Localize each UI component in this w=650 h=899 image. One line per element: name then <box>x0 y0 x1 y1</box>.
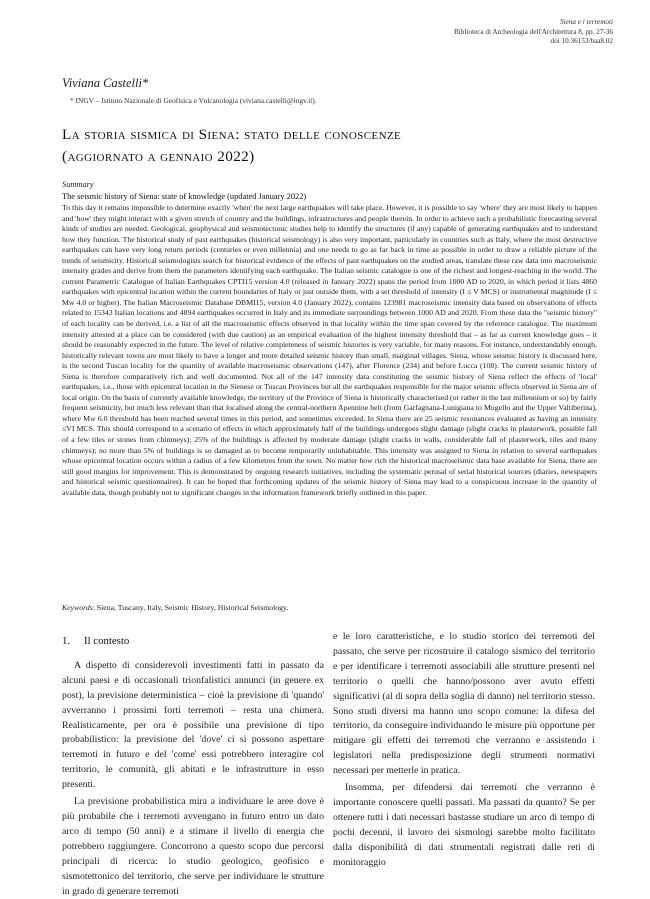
article-title <box>62 124 602 168</box>
section-heading <box>62 634 324 649</box>
body-column-left <box>62 634 324 899</box>
author-affiliation: * INGV – Istituto Nazionale di Geofisica e Vulcanologia (viviana.castelli@ingv.it). <box>70 96 317 105</box>
summary-heading: The seismic history of Siena: state of knowledge (updated January 2022) <box>62 192 307 201</box>
article-title-line-2: (aggiornato a gennaio 2022) <box>62 148 255 165</box>
doi: doi 10.36153/baa8.02 <box>550 37 613 46</box>
body-column-right <box>333 630 595 871</box>
article-title-line-1: La storia sismica di Siena: stato delle conoscenze <box>62 126 402 143</box>
section-title: Il contesto <box>84 635 130 647</box>
body-paragraph: La previsione probabilistica mira a individuare le aree dove è più probabile che i terremoti avvengano in futuro entro un dato arco di tempo (50 anni) e a stimare il livello di energia che potrebbero raggiungere. Concorrono a questo scopo due percorsi principali di ricerca: lo studio geologico, geofisico e sismotettonico del territorio, che serve per individuare le strutture in grado di generare terremoti <box>62 796 324 897</box>
summary-label: Summary <box>62 180 94 189</box>
journal-title: Siena e i terremoti <box>559 18 613 26</box>
running-header <box>454 18 613 47</box>
summary-text: To this day it remains impossible to determine exactly 'when' the next large earthquakes will take place. However, it is possible to say 'where' they are most likely to happen and 'how' they might interact with a given stretch of country and the buildings, infrastructures and people therein. In order to achieve such a probabilistic forecasting several kinds of studies are needed. Geological, geophysical and seismotectonic studies help to identify the structures (if any) capable of generating earthquakes and to understand how they function. The historical study of past earthquakes (historical seismology) is also very important, particularly in countries such as Italy, where the most destructive earthquakes can have very long return periods (centuries or even millennia) and one needs to go as far back in time as possible in order to draw a reliable picture of the trends of seismicity. Historical seismologists search for historical evidence of the effects of past earthquakes on the studied areas, translate these raw data into macroseismic intensity grades and derive from them the parameters identifying each earthquake. The Italian seismic catalogue is one of the richest and longest-reaching in the world. The current Parametric Catalogue of Italian Earthquakes CPTI15 version 4.0 (released in January 2022) spans the period from 1000 AD to 2020, in which period it lists 4860 earthquakes with epicentral location within the current boundaries of Italy or just outside them, with a set threshold of intensity (I ≤ V MCS) or instrumental magnitude (I ≤ Mw 4.0 or higher). The Italian Macroseismic Database DBMI15, version 4.0 (January 2022), contains 123981 macroseismic intensity data based on observations of effects related to 15343 Italian locations and 4894 earthquakes occurred in Italy and its immediate surroundings between 1000 AD and 2020. From these data the "seismic history" of each locality can be derived, i.e. a list of all the macroseismic effects observed in that locality within the time span covered by the reference catalogue. The maximum intensity attested at a place can be considered (with due caution) as an empirical evaluation of the highest intensity threshold that – as far as current knowledge goes – it should be reasonably expected in the future. The level of relative completeness of seismic histories is very variable, for many reasons. For instance, understandably enough, historically relevant towns are most likely to have a longer and more detailed seismic history than small, marginal villages. Siena, whose seismic history is discussed here, is the second Tuscan locality for the quantity of available macroseismic observations (147), after Florence (234) and before Lucca (108). The current seismic history of Siena is therefore comparatively rich and well documented. Not all of the 147 intensity data constituting the seismic history of Siena reflect the effects of 'local' earthquakes, i.e., those with epicentral location in the Sienese or Tuscan Provinces but all the earthquakes responsible for the major seismic effects observed in Siena are of local origin. On the basis of currently available knowledge, the territory of the Province of Siena is historically characterised (or rather in the last millennium or so) by fairly frequent seismicity, but much less relevant than that localised along the central-northern Apennine belt (from Garfagnana-Lunigiana to Mugello and the Upper Valtiberina), where Mw 6.0 threshold has been reached several times in this period, and sometimes exceeded. In Siena there are 25 seismic resonances evaluated as having an intensity ≤VI MCS. This should correspond to a scenario of effects in which approximately half of the buildings undergoes slight damage (slight cracks in plasterwork, possible fall of a few tiles or stones from chimneys); 25% of the buildings is affected by moderate damage (slight cracks in walls, considerable fall of plasterwork, tiles and many chimneys); no more than 5% of buildings is so damaged as to become temporarily uninhabitable. This intensity was assigned to Siena in relation to several earthquakes whose epicentral location occurs within a radius of a few kilometres from the town. No matter how rich the historical macroseismic data base available for Siena, there are still good margins for improvement. This is demonstrated by ongoing research initiatives, including the systematic perusal of serial historical sources (diaries, newspapers and historical seismic questionnaires). It can be hoped that forthcoming updates of the seismic history of Siena may lead to a conspicuous increase in the quantity of available data, though probably not to significant changes in the information framework briefly outlined in this paper. <box>62 203 598 497</box>
series-info: Biblioteca di Archeologia dell'Architettura 8, pp. 27-36 <box>454 27 613 36</box>
keywords-label: Keywords <box>62 603 93 612</box>
body-paragraph: Insomma, per difendersi dai terremoti che verranno è importante conoscere quelli passati. Ma passati da quanto? Se per ottenere tutti i dati necessari bastasse studiare un arco di tempo di pochi decenni, il lavoro dei sismologi sarebbe molto facilitato dalla disponibilità di dati strumentali registrati dalle reti di monitoraggio <box>333 782 595 868</box>
author-name: Viviana Castelli* <box>62 76 149 90</box>
body-paragraph: e le loro caratteristiche, e lo studio storico dei terremoti del passato, che serve per ricostruire il catalogo sismico del territorio e per identificare i terremoti associabili alle strutture presenti nel territorio o quelli che hanno/possono aver avuto effetti significativi (al di sopra della soglia di danno) nel territorio stesso. Sono studi diversi ma hanno uno scopo comune: la difesa del territorio, da conseguire individuando le misure più opportune per mitigare gli effetti dei terremoti che verranno e assistendo i legislatori nella predisposizione degli strumenti normativi necessari per metterle in pratica. <box>333 631 595 777</box>
body-paragraph: A dispetto di considerevoli investimenti fatti in passato da alcuni paesi e di occasionali trionfalistici annunci (in genere ex post), la previsione deterministica – cioè la previsione di 'quando' avverranno i prossimi forti terremoti – resta una chimera. Realisticamente, per ora è possibile una previsione di tipo probabilistico: la previsione del 'dove' ci si possono aspettare terremoti in futuro e del 'come' essi potrebbero interagire col territorio, le comunità, gli abitati e le infrastrutture in esso presenti. <box>62 659 324 791</box>
keywords <box>62 603 288 612</box>
section-number: 1. <box>62 635 71 647</box>
keywords-text: : Siena, Tuscany, Italy, Seismic History, Historical Seismology. <box>92 603 289 612</box>
